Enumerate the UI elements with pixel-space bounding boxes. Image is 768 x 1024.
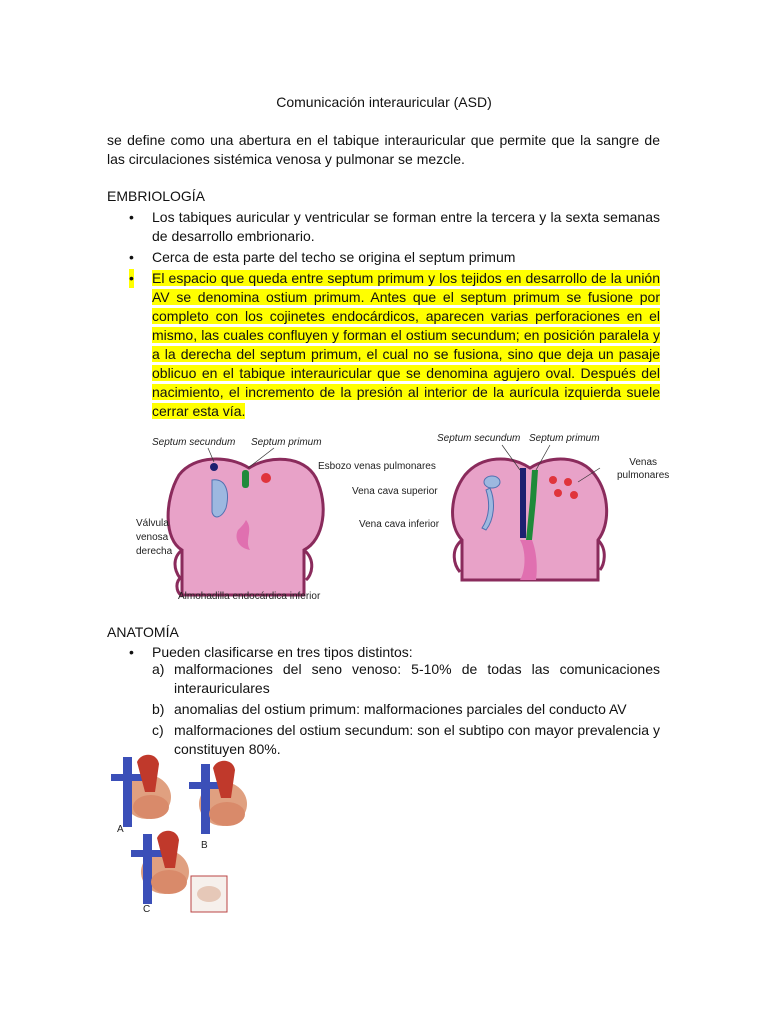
label-almohadilla: Almohadilla endocárdica inferior [178, 591, 321, 602]
bullet-icon: • [129, 644, 134, 660]
anatomia-subtypes-list [152, 660, 660, 761]
septum-secundum-mark [520, 468, 526, 538]
heart-c-illustration [131, 831, 189, 904]
heart-b-illustration [189, 761, 247, 834]
list-item: a) malformaciones del seno venoso: 5-10% de todas las comunicaciones interauriculares [152, 661, 660, 696]
list-item: c) malformaciones del ostium secundum: son el subtipo con mayor prevalencia y constituyen 80%. [152, 722, 660, 757]
septum-primum-mark [242, 470, 249, 488]
embriologia-list [107, 208, 660, 423]
page-title: Comunicación interauricular (ASD) [276, 94, 492, 110]
heart-label-c: C [143, 904, 151, 915]
label-vena-cava-inferior: Vena cava inferior [359, 519, 440, 530]
list-item: • Cerca de esta parte del techo se origina el septum primum [129, 249, 516, 265]
heart-label-b: B [201, 840, 208, 851]
list-item: • Pueden clasificarse en tres tipos distintos: [129, 644, 413, 660]
section-heading-anatomia: ANATOMÍA [107, 624, 179, 640]
heart-a-illustration [111, 755, 171, 827]
list-item: • Los tabiques auricular y ventricular se forman entre la tercera y la sexta semanas de desarrollo embrionario. [129, 209, 660, 244]
pulmonary-vein-bud [261, 473, 271, 483]
section-heading-embriologia: EMBRIOLOGÍA [107, 188, 206, 204]
highlighted-text: El espacio que queda entre septum primum y los tejidos en desarrollo de la unión AV se denomina ostium primum. Antes que el septum primum se fusione por completo con los cojinetes endocárdicos, aparecen varias perforaciones en el mismo, las cuales confluyen y forman el ostium secundum; en posición paralela y a la derecha del septum primum, el cual no se fusiona, sino que deja un pasaje oblicuo en el tabique interauricular que se denomina agujero oval. Después del nacimiento, el incremento de la presión al interior de la aurícula izquierda suele cerrar esta vía. [152, 270, 660, 419]
list-item: b) anomalias del ostium primum: malformaciones parciales del conducto AV [152, 701, 627, 717]
label-septum-secundum-1: Septum secundum [152, 437, 236, 448]
label-esbozo: Esbozo venas pulmonares [318, 461, 436, 472]
label-septum-secundum-2: Septum secundum [437, 433, 521, 444]
label-venas-pulmonares: Venas pulmonares [617, 457, 670, 481]
intro-paragraph: se define como una abertura en el tabique interauricular que permite que la sangre de las circulaciones sistémica venosa y pulmonar se mezcle. [107, 132, 660, 167]
bullet-icon: • [129, 249, 134, 265]
list-item-highlighted [107, 269, 660, 421]
septum-secundum-mark [210, 463, 218, 471]
label-septum-primum-1: Septum primum [251, 437, 322, 448]
embryology-figure-2 [440, 440, 620, 590]
label-valvula: Válvula venosa derecha [136, 518, 173, 557]
heart-label-a: A [117, 824, 124, 835]
label-septum-primum-2: Septum primum [529, 433, 600, 444]
bullet-icon: • [129, 270, 134, 286]
label-vena-cava-superior: Vena cava superior [352, 486, 438, 497]
heart-types-figure [105, 752, 265, 918]
vena-cava-superior [484, 476, 500, 488]
bullet-icon: • [129, 209, 134, 225]
